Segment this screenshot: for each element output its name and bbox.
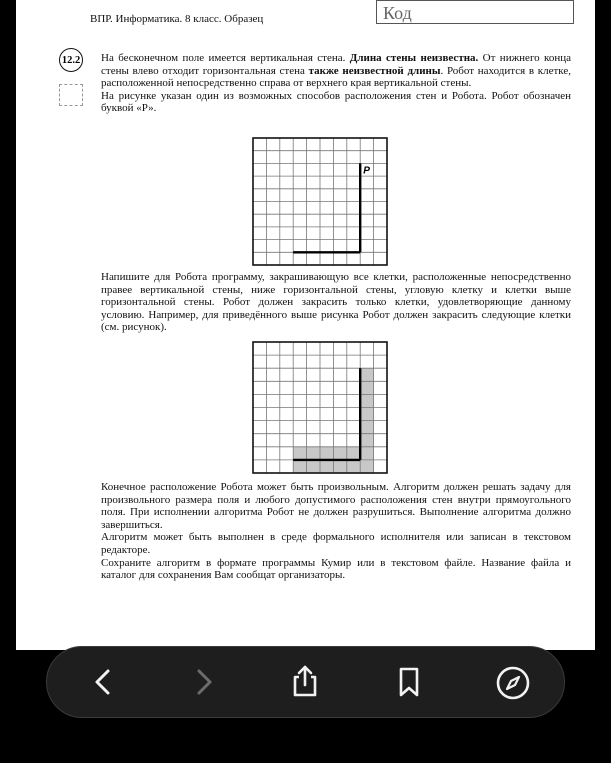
score-box [59,84,83,106]
document-page [16,0,595,650]
task-intro [101,52,571,115]
task-paragraph-4: Конечное расположение Робота может быть произвольным. Алгоритм должен решать задачу для произвольного размера поля и любого допустимого расположения стен внутри прямоугольного поля. При исполнении алгоритма Робот не должен разрушиться. Выполнение алгоритма должно завершиться. [101,481,571,531]
painted-cell [360,447,373,460]
painted-cell [360,460,373,473]
chevron-left-icon[interactable] [87,665,121,699]
bookmark-icon[interactable] [392,665,426,699]
painted-cell [307,460,320,473]
task-paragraph-2: На рисунке указан один из возможных способов расположения стен и Робота. Робот обозначен буквой «Р». [101,89,571,115]
painted-cell [293,460,306,473]
painted-cell [307,447,320,460]
page-header: ВПР. Информатика. 8 класс. Образец [90,13,264,25]
painted-cell [360,408,373,421]
share-icon[interactable] [288,663,322,699]
painted-cell [333,447,346,460]
task-paragraph-3: Напишите для Робота программу, закрашивающую все клетки, расположенные непосредственно правее вертикальной стены, ниже горизонтальной стены, угловую клетку и клетки выше горизонтальной стены. Робот должен закрасить только клетки, удовлетворяющие данному условию. Например, для приведённого выше рисунка Робот должен закрасить следующие клетки (см. рисунок). [101,271,571,334]
painted-cell [347,460,360,473]
task-conditions [101,481,571,582]
figure-painted-cells [252,341,388,475]
code-label: Код [383,3,412,23]
code-field [376,0,574,24]
task-paragraph-6: Сохраните алгоритм в формате программы Кумир или в текстовом файле. Название файла и каталог для сохранения Вам сообщат организаторы. [101,556,571,582]
task-paragraph-5: Алгоритм может быть выполнен в среде формального исполнителя или записан в текстовом редакторе. [101,531,571,556]
task-number: 12.2 [59,48,83,72]
browser-bottom-bar [46,646,565,718]
painted-cell [347,447,360,460]
painted-cell [360,434,373,447]
painted-cell [360,394,373,407]
compass-icon[interactable] [495,665,531,701]
painted-cell [293,447,306,460]
painted-cell [320,447,333,460]
figure-walls-robot [252,137,388,267]
robot-label: Р [363,165,370,177]
painted-cell [360,381,373,394]
task-paragraph-1: На бесконечном поле имеется вертикальная стена. Длина стены неизвестна. От нижнего конца стены влево отходит горизонтальная стена также неизвестной длины. Робот находится в клетке, расположенной непосредственно справа от верхнего края вертикальной стены. [101,52,572,90]
chevron-right-icon[interactable] [186,665,220,699]
painted-cell [360,421,373,434]
painted-cell [333,460,346,473]
painted-cell [360,368,373,381]
painted-cell [320,460,333,473]
